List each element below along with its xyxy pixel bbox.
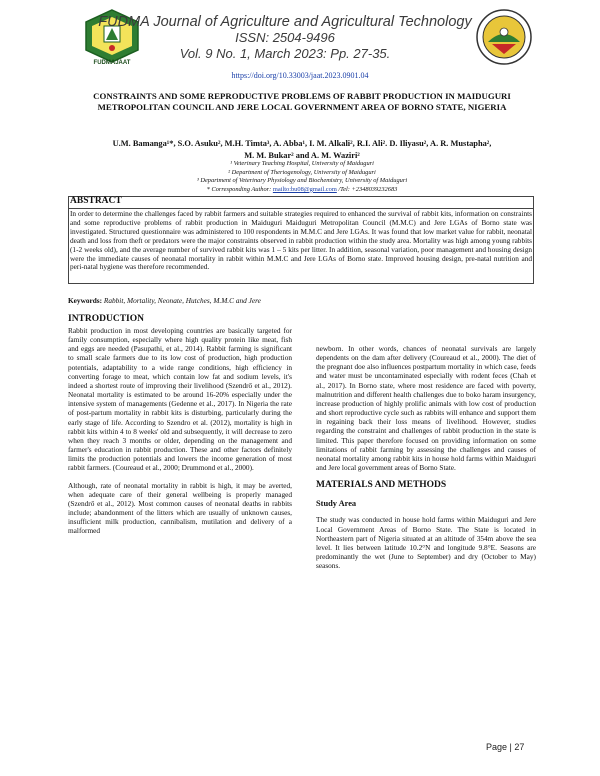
- left-logo-caption: FUDMAJAAT: [93, 60, 131, 66]
- keywords-label: Keywords:: [68, 296, 103, 305]
- methods-heading: MATERIALS AND METHODS: [316, 480, 447, 491]
- doi-link[interactable]: https://doi.org/10.33003/jaat.2023.0901.04: [231, 71, 369, 80]
- corr-suffix: /Tel: +2348039232683: [336, 185, 398, 193]
- university-seal: [474, 8, 534, 66]
- affiliation-1: ¹ Veterinary Teaching Hospital, University of Maiduguri: [230, 160, 374, 167]
- author-line-2: M. M. Bukar² and A. M. Waziri²: [244, 150, 360, 160]
- study-area-heading: Study Area: [316, 499, 357, 509]
- study-area-paragraph: The study was conducted in house hold farms within Maiduguri and Jere Local Government Areas of Borno State. The State is located in Northeastern part of Nigeria situated at an altitude of 354m above the sea level. It lies between latitude 10.2°N and longitude 9.8°E. Seasons are predominantly the wet (June to September) and dry (October to May) seasons.: [316, 515, 536, 571]
- journal-issn: ISSN: 2504-9496: [235, 30, 335, 45]
- keywords-text: Rabbit, Mortality, Neonate, Hutches, M.M.C and Jere: [102, 296, 261, 305]
- corresponding-author: [82, 186, 522, 195]
- affiliation-2: ² Department of Theriogenology, University of Maiduguri: [228, 168, 376, 176]
- journal-header: [95, 14, 475, 62]
- journal-volume: Vol. 9 No. 1, March 2023: Pp. 27-35.: [179, 46, 391, 61]
- introduction-heading: INTRODUCTION: [68, 314, 145, 324]
- intro-paragraph-1: Rabbit production in most developing countries are basically targeted for family consumption, especially where high quality protein like meat, fish and eggs are needed (Pasupathi, et al., 2014). Rabbit farming is significant to small scale farmers due to its low cost of production, high production potentials, adaptability to a wide range conditions, high efficiency in converting forage to meat, which contain low fat and sodium levels, it's indeed a shortest route of improving their livelihood (Szendrő et al., 2012). Neonatal mortality is estimated to be around 16-20% especially under the intensive system of managements (Gedenne et al., 2017). In Nigeria the rate of post-partum mortality in rabbit kits is disturbing, particularly during the early stage of life. According to Szendro et al. (2012), mortality is high in rabbit kits within 4 to 8 weeks' old and subsequently, it will decrease to zero when they reach 3 months or older, depending on the management and farmer's education in rabbit production. These and other factors definitely limits the production potentials and lowers the income generation of most rabbit farmers. (Coureaud et al., 2000; Drummond et al., 2000).: [68, 326, 292, 473]
- abstract-text: In order to determine the challenges faced by rabbit farmers and suitable strategies required to enhanced the survival of rabbit kits, information on constraints and some reproductive problems of rabbit production in Maiduguri Maiduguri Metropolitan Council (M.M.C) and Jere LGAs of Borno state was investigated. Structured questionnaire was administered to 100 respondents in M.M.C and Jere LGAs. It was found that low market value for rabbit, neonatal death and loss from theft or predators were the major constraints observed in rabbit production within the study area. Mortality was high among young rabbits (1-2 weeks old), and the average number of survived rabbit kits was 1 – 5 kits per litter. In addition, seasonal variation, poor management and housing design were the immediate causes of neonatal mortality in rabbit within M.M.C and Jere LGAs of Borno state. Improved housing design, pre-natal nutrition and peri-natal hygiene was therefore recommended.: [70, 209, 532, 272]
- page-number: Page | 27: [486, 742, 525, 752]
- left-column: [68, 314, 292, 543]
- affiliation-3: ³ Department of Veterinary Physiology and Biochemistry, University of Maiduguri: [196, 177, 408, 185]
- intro-paragraph-3: newborn. In other words, chances of neonatal survivals are largely dependents on the dam after delivery (Coureaud et al., 2000). The diet of the pregnant doe also influences postpartum mortality in which case, feeds and water must be uncontaminated especially with rodent feces (Chah et al., 2017). In Borno state, where most residence are faced with poverty, malnutrition and different health challenges due to boko haram insurgency, increase production of highly prolific animals with low cost of production and short reproductive cycle such as rabbits will enhance and support them in regaining back their loss means of livelihood. However, studies regarding the constraint and challenges of rabbit production in the state is limited. This paper therefore focused on providing information on some limitations of rabbit farming by assessing the challenges and causes of neonatal mortality among rabbit kits in house hold farms within Maiduguri and Jere local government areas of Borno State.: [316, 344, 536, 473]
- paper-title: CONSTRAINTS AND SOME REPRODUCTIVE PROBLEMS OF RABBIT PRODUCTION IN MAIDUGURI METROPOLITAN COUNCIL AND JERE LOCAL GOVERNMENT AREA OF BORNO STATE, NIGERIA: [93, 91, 511, 112]
- abstract-heading: ABSTRACT: [70, 196, 122, 206]
- author-list: [82, 138, 522, 161]
- intro-paragraph-2: Although, rate of neonatal mortality in rabbit is high, it may be averted, when adequate care of their general wellbeing is properly managed (Szendrő et al., 2012). Most common causes of neonatal deaths in rabbits include; abandonment of the litters which are usually of unknown causes, insufficient milk production, cannibalism, mutilation and delivery of a malformed: [68, 480, 292, 536]
- affiliations: [82, 160, 522, 194]
- author-line-1: U.M. Bamanga¹*, S.O. Asuku², M.H. Timta³, A. Abba¹, I. M. Alkali², R.I. Ali². D. Iliyasu², A. R. Mustapha²,: [112, 139, 492, 148]
- corr-email-link[interactable]: mailto:bu08@gmail.com: [272, 185, 337, 193]
- keywords: [68, 296, 534, 305]
- corr-prefix: * Corresponding Author:: [206, 185, 273, 193]
- right-column: [316, 344, 536, 578]
- journal-title: FUDMA Journal of Agriculture and Agricultural Technology: [98, 14, 472, 30]
